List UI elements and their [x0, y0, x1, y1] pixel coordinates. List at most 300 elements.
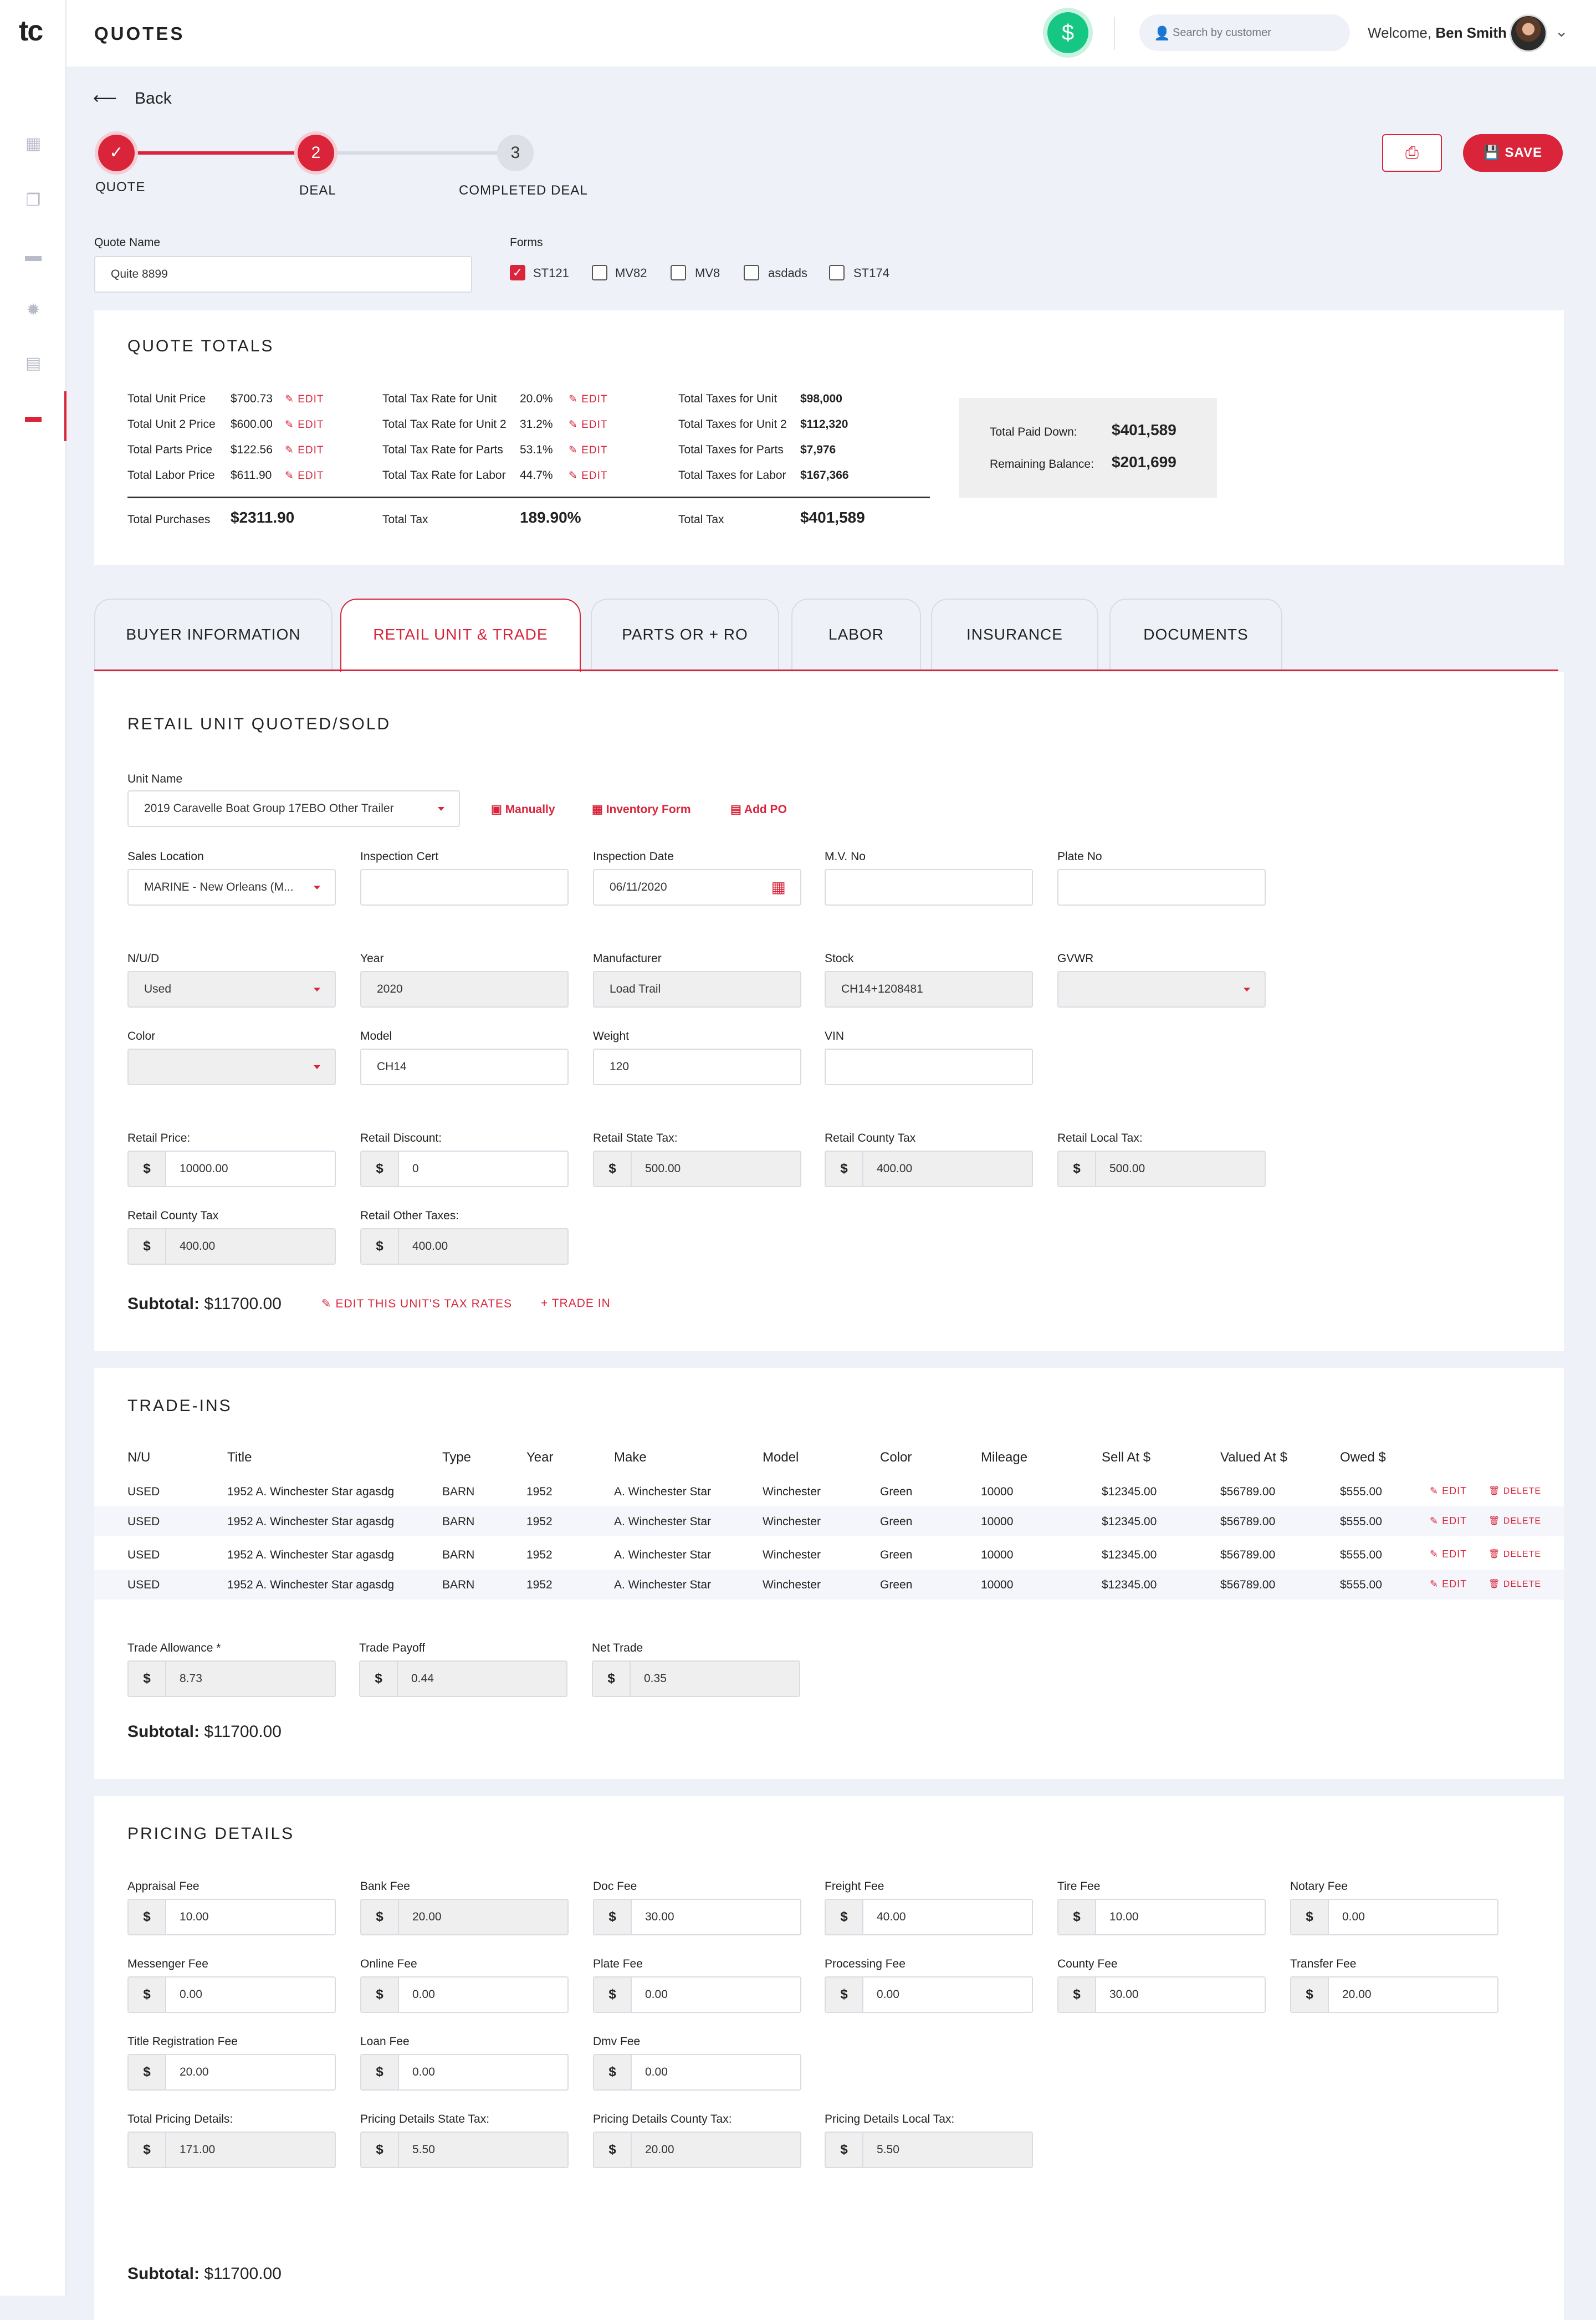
tab-labor[interactable]: LABOR: [791, 599, 921, 671]
table-cell: $555.00: [1340, 1515, 1382, 1528]
pricing-details-card: [94, 1796, 1564, 2320]
unit-name-select[interactable]: 2019 Caravelle Boat Group 17EBO Other Trailer: [127, 790, 460, 827]
retail-discount-value: 0: [412, 1162, 419, 1175]
payment-button[interactable]: [1047, 12, 1088, 53]
fee-label: Dmv Fee: [593, 2035, 641, 2048]
fee-value: 20.00: [1342, 1988, 1372, 2001]
county-tax-input[interactable]: [825, 1151, 1033, 1187]
settings-icon[interactable]: ✹: [26, 301, 40, 319]
total-tax-label: Total Tax: [678, 513, 724, 526]
table-row: [94, 1506, 1564, 1536]
totals-divider: [127, 497, 930, 498]
manually-link[interactable]: [491, 803, 555, 816]
inventory-icon[interactable]: ▬: [25, 247, 42, 265]
table-header: Owed $: [1340, 1450, 1386, 1465]
other-taxes-label: Retail Other Taxes:: [360, 1209, 459, 1222]
table-cell: USED: [127, 1549, 160, 1561]
county-tax2-value: 400.00: [180, 1240, 216, 1253]
currency-symbol: $: [129, 1662, 166, 1696]
fee-value: 10.00: [1109, 1910, 1139, 1923]
local-tax-value: 500.00: [1109, 1162, 1145, 1175]
totals-col3-value: $112,320: [800, 418, 848, 431]
fee-input[interactable]: [593, 1899, 801, 1935]
tab-parts-ro[interactable]: PARTS OR + RO: [591, 599, 779, 671]
trade-allowance-value: 8.73: [180, 1672, 202, 1685]
stepper-progress: [116, 151, 316, 155]
chevron-down-icon[interactable]: ⌄: [1555, 23, 1568, 40]
form-label-st121: ST121: [533, 266, 569, 280]
step-completed-label: COMPLETED DEAL: [459, 183, 588, 198]
nud-select[interactable]: Used: [127, 971, 336, 1008]
form-checkbox-st121[interactable]: ✓: [510, 265, 525, 280]
page-title: QUOTES: [94, 23, 185, 44]
table-row: [94, 1570, 1564, 1600]
edit-button[interactable]: [1430, 1578, 1467, 1590]
fee-label: Pricing Details Local Tax:: [825, 2113, 955, 2125]
calendar-icon: ▦: [592, 803, 603, 816]
totals-col1-value: $600.00: [231, 418, 273, 431]
divider: [1114, 17, 1115, 50]
fee-label: Pricing Details State Tax:: [360, 2113, 490, 2125]
fee-value: 0.00: [180, 1988, 202, 2001]
trade-allowance-input[interactable]: [127, 1660, 336, 1697]
fee-value: 0.00: [412, 2066, 435, 2078]
sidebar: [0, 0, 66, 2296]
form-checkbox-mv8[interactable]: [671, 265, 686, 280]
logo-text: tc: [19, 15, 43, 47]
search-box[interactable]: [1139, 14, 1350, 51]
retail-discount-label: Retail Discount:: [360, 1132, 442, 1144]
currency-symbol: $: [361, 1152, 399, 1186]
subtotal-label: Subtotal:: [127, 1295, 200, 1313]
fee-input[interactable]: [127, 1976, 336, 2013]
fee-label: Total Pricing Details:: [127, 2113, 233, 2125]
dollar-icon: $: [1061, 21, 1075, 45]
check-icon: ✓: [109, 144, 124, 162]
trash-icon: 🗑: [1488, 1486, 1503, 1496]
back-button[interactable]: [93, 89, 172, 108]
fee-input[interactable]: [1057, 1899, 1266, 1935]
vin-input[interactable]: [825, 1049, 1033, 1085]
totals-col2-value: 44.7%: [520, 469, 553, 482]
table-cell: $56789.00: [1220, 1485, 1276, 1498]
model-label: Model: [360, 1030, 392, 1043]
table-cell: Winchester: [763, 1549, 821, 1561]
arrow-left-icon: ⟵: [93, 89, 117, 108]
edit-label: EDIT: [581, 394, 608, 405]
total-purchases-value: $2311.90: [231, 509, 295, 526]
table-cell: $12345.00: [1102, 1549, 1157, 1561]
state-tax-input[interactable]: [593, 1151, 801, 1187]
weight-input[interactable]: 120: [593, 1049, 801, 1085]
gvwr-label: GVWR: [1057, 952, 1094, 965]
retail-price-value: 10000.00: [180, 1162, 228, 1175]
step-deal-label: DEAL: [299, 183, 336, 198]
chat-icon[interactable]: ▬: [25, 407, 42, 426]
table-cell: 10000: [981, 1549, 1014, 1561]
table-cell: 10000: [981, 1578, 1014, 1591]
fee-value: 5.50: [412, 2143, 435, 2156]
currency-symbol: $: [360, 1662, 398, 1696]
table-cell: $56789.00: [1220, 1578, 1276, 1591]
totals-col2-label: Total Tax Rate for Unit: [382, 392, 497, 405]
stock-input[interactable]: CH14+1208481: [825, 971, 1033, 1008]
currency-symbol: $: [1058, 1900, 1096, 1934]
edit-label: EDIT: [1442, 1549, 1467, 1560]
edit-button[interactable]: [569, 469, 607, 482]
table-cell: $555.00: [1340, 1549, 1382, 1561]
trade-subtotal: [127, 1723, 282, 1741]
county-tax2-input[interactable]: [127, 1228, 336, 1265]
trade-in-label: TRADE IN: [551, 1297, 611, 1310]
totals-col2-label: Total Tax Rate for Labor: [382, 469, 506, 482]
currency-symbol: $: [826, 1977, 863, 2012]
copy-icon[interactable]: ❐: [25, 191, 41, 209]
pencil-icon: ✎: [569, 419, 582, 431]
search-input[interactable]: [1173, 22, 1339, 43]
step-deal-number: 2: [311, 144, 321, 162]
fee-value: 20.00: [412, 1910, 442, 1923]
table-cell: A. Winchester Star: [614, 1485, 712, 1498]
model-input[interactable]: CH14: [360, 1049, 569, 1085]
inspection-cert-input[interactable]: [360, 869, 569, 906]
totals-col1-value: $700.73: [231, 392, 273, 405]
color-label: Color: [127, 1030, 156, 1043]
welcome-text: [1368, 24, 1507, 42]
table-cell: USED: [127, 1578, 160, 1591]
add-po-link[interactable]: [730, 803, 787, 816]
fee-label: Plate Fee: [593, 1958, 643, 1970]
totals-col1-label: Total Unit 2 Price: [127, 418, 216, 431]
dashboard-icon[interactable]: ▦: [25, 135, 42, 153]
currency-symbol: $: [1291, 1977, 1329, 2012]
fee-value: 20.00: [645, 2143, 674, 2156]
table-cell: BARN: [442, 1515, 475, 1528]
fee-input[interactable]: [360, 1976, 569, 2013]
delete-button[interactable]: [1488, 1515, 1541, 1526]
retail-subtotal: [127, 1295, 282, 1314]
trash-icon: 🗑: [1488, 1550, 1503, 1559]
totals-col3-label: Total Taxes for Unit: [678, 392, 777, 405]
totals-col2-value: 20.0%: [520, 392, 553, 405]
currency-symbol: $: [594, 2133, 632, 2167]
table-header: Make: [614, 1450, 647, 1465]
currency-symbol: $: [361, 1229, 399, 1264]
table-header: Model: [763, 1450, 799, 1465]
pencil-icon: ✎: [1430, 1549, 1442, 1560]
totals-col3-value: $7,976: [800, 443, 836, 456]
nud-label: N/U/D: [127, 952, 160, 965]
fee-value: 10.00: [180, 1910, 209, 1923]
table-cell: Green: [880, 1515, 913, 1528]
totals-col1-value: $122.56: [231, 443, 273, 456]
fee-label: Appraisal Fee: [127, 1880, 200, 1893]
currency-symbol: $: [826, 1900, 863, 1934]
table-cell: USED: [127, 1485, 160, 1498]
table-cell: 1952 A. Winchester Star agasdg: [227, 1549, 395, 1561]
edit-button[interactable]: [285, 444, 324, 457]
local-tax-label: Retail Local Tax:: [1057, 1132, 1143, 1144]
mv-no-input[interactable]: [825, 869, 1033, 906]
pricing-details-title: PRICING DETAILS: [127, 1825, 295, 1843]
currency-symbol: $: [594, 1900, 632, 1934]
currency-symbol: $: [361, 1900, 399, 1934]
edit-label: EDIT: [298, 444, 324, 456]
delete-button[interactable]: [1488, 1549, 1541, 1560]
fee-input[interactable]: [825, 1976, 1033, 2013]
table-cell: A. Winchester Star: [614, 1515, 712, 1528]
subtotal-value: $11700.00: [204, 1295, 282, 1313]
plate-no-input[interactable]: [1057, 869, 1266, 906]
fee-input[interactable]: [360, 2132, 569, 2168]
quote-totals-title: QUOTE TOTALS: [127, 337, 274, 355]
active-nav-indicator: [64, 391, 66, 441]
retail-price-input[interactable]: [127, 1151, 336, 1187]
quote-name-input[interactable]: Quite 8899: [94, 256, 472, 293]
fee-value: 40.00: [877, 1910, 906, 1923]
table-cell: BARN: [442, 1549, 475, 1561]
trade-ins-title: TRADE-INS: [127, 1397, 232, 1415]
pencil-icon: ✎: [285, 444, 298, 456]
delete-button[interactable]: [1488, 1578, 1541, 1590]
table-header: Mileage: [981, 1450, 1028, 1465]
save-label: SAVE: [1505, 145, 1543, 160]
balance-label: Remaining Balance:: [990, 458, 1094, 471]
fee-label: Online Fee: [360, 1958, 417, 1970]
table-cell: $56789.00: [1220, 1515, 1276, 1528]
fee-input[interactable]: [825, 2132, 1033, 2168]
welcome-label: Welcome,: [1368, 24, 1432, 41]
form-checkbox-mv82[interactable]: [592, 265, 607, 280]
totals-col1-label: Total Parts Price: [127, 443, 212, 456]
tab-underline: [94, 670, 1558, 671]
fee-label: Doc Fee: [593, 1880, 637, 1893]
fee-value: 5.50: [877, 2143, 899, 2156]
paid-down-value: $401,589: [1112, 421, 1176, 438]
fee-value: 30.00: [645, 1910, 674, 1923]
step-completed[interactable]: [497, 135, 534, 171]
edit-button[interactable]: [1430, 1485, 1467, 1497]
table-cell: 1952 A. Winchester Star agasdg: [227, 1485, 395, 1498]
fee-input[interactable]: [593, 2132, 801, 2168]
table-cell: Green: [880, 1578, 913, 1591]
total-tax-value: $401,589: [800, 509, 865, 526]
fee-label: Messenger Fee: [127, 1958, 208, 1970]
print-button[interactable]: [1382, 134, 1442, 172]
fee-input[interactable]: [360, 2054, 569, 2091]
tab-buyer-information[interactable]: BUYER INFORMATION: [94, 599, 332, 671]
fee-label: Title Registration Fee: [127, 2035, 238, 2048]
trade-in-link[interactable]: [541, 1297, 611, 1310]
form-icon: ▣: [491, 803, 502, 816]
currency-symbol: $: [361, 2133, 399, 2167]
step-deal[interactable]: [298, 135, 334, 171]
table-cell: 1952: [526, 1485, 553, 1498]
table-header: Valued At $: [1220, 1450, 1287, 1465]
currency-symbol: $: [361, 1977, 399, 2012]
quote-name-label: Quote Name: [94, 236, 161, 249]
fee-value: 0.00: [877, 1988, 899, 2001]
pencil-icon: ✎: [569, 470, 582, 482]
fee-input[interactable]: [593, 2054, 801, 2091]
add-document-icon: ▤: [730, 803, 741, 816]
pencil-icon: ✎: [321, 1297, 332, 1310]
currency-symbol: $: [129, 1977, 166, 2012]
fee-input[interactable]: [593, 1976, 801, 2013]
delete-label: DELETE: [1503, 1486, 1542, 1496]
table-cell: $555.00: [1340, 1578, 1382, 1591]
currency-symbol: $: [361, 2055, 399, 2089]
edit-button[interactable]: [1430, 1515, 1467, 1527]
edit-button[interactable]: [569, 393, 607, 406]
total-tax-rate-label: Total Tax: [382, 513, 428, 526]
table-cell: $555.00: [1340, 1485, 1382, 1498]
pencil-icon: ✎: [1430, 1578, 1442, 1590]
edit-button[interactable]: [569, 418, 607, 431]
table-header: Color: [880, 1450, 912, 1465]
edit-label: EDIT: [1442, 1578, 1467, 1590]
fee-input[interactable]: [1290, 1899, 1498, 1935]
edit-label: EDIT: [298, 470, 324, 482]
form-label-mv82: MV82: [615, 266, 647, 280]
balance-value: $201,699: [1112, 453, 1176, 471]
table-cell: 10000: [981, 1485, 1014, 1498]
form-checkbox-st174[interactable]: [829, 265, 845, 280]
table-cell: $12345.00: [1102, 1578, 1157, 1591]
fee-label: Pricing Details County Tax:: [593, 2113, 732, 2125]
table-row: [94, 1476, 1564, 1506]
edit-button[interactable]: [569, 444, 607, 457]
delete-button[interactable]: [1488, 1485, 1541, 1496]
topbar: [66, 0, 1596, 67]
trade-allowance-label: Trade Allowance *: [127, 1642, 221, 1654]
fee-label: Loan Fee: [360, 2035, 410, 2048]
trash-icon: 🗑: [1488, 1516, 1503, 1526]
totals-col2-value: 53.1%: [520, 443, 553, 456]
gvwr-select[interactable]: [1057, 971, 1266, 1008]
edit-button[interactable]: [285, 393, 324, 406]
balance-box: [959, 398, 1217, 498]
tab-insurance[interactable]: INSURANCE: [931, 599, 1098, 671]
fee-label: County Fee: [1057, 1958, 1118, 1970]
year-label: Year: [360, 952, 384, 965]
totals-col3-label: Total Taxes for Labor: [678, 469, 786, 482]
totals-col3-value: $98,000: [800, 392, 842, 405]
edit-tax-rates-link[interactable]: [321, 1297, 512, 1311]
table-cell: USED: [127, 1515, 160, 1528]
save-button[interactable]: [1463, 134, 1563, 172]
edit-button[interactable]: [285, 418, 324, 431]
stock-label: Stock: [825, 952, 854, 965]
sales-location-select[interactable]: MARINE - New Orleans (M...: [127, 869, 336, 906]
fee-input[interactable]: [1290, 1976, 1498, 2013]
table-header: Sell At $: [1102, 1450, 1151, 1465]
edit-button[interactable]: [1430, 1549, 1467, 1560]
total-purchases-label: Total Purchases: [127, 513, 211, 526]
unit-name-label: Unit Name: [127, 773, 183, 785]
form-checkbox-asdads[interactable]: [744, 265, 759, 280]
year-input[interactable]: 2020: [360, 971, 569, 1008]
retail-discount-input[interactable]: [360, 1151, 569, 1187]
totals-col1-value: $611.90: [231, 469, 272, 482]
fee-input[interactable]: [127, 2132, 336, 2168]
tab-retail-unit-trade[interactable]: RETAIL UNIT & TRADE: [340, 599, 581, 673]
currency-symbol: $: [594, 1977, 632, 2012]
forms-label: Forms: [510, 236, 543, 249]
calendar-icon[interactable]: ▦: [771, 878, 786, 896]
local-tax-input[interactable]: [1057, 1151, 1266, 1187]
tab-documents[interactable]: DOCUMENTS: [1109, 599, 1282, 671]
subtotal-label: Subtotal:: [127, 2265, 200, 2283]
totals-col2-label: Total Tax Rate for Parts: [382, 443, 503, 456]
fee-value: 30.00: [1109, 1988, 1139, 2001]
user-icon: 👤: [1154, 26, 1170, 41]
edit-label: EDIT: [581, 470, 608, 482]
color-select[interactable]: [127, 1049, 336, 1085]
edit-label: EDIT: [1442, 1515, 1467, 1526]
fee-value: 171.00: [180, 2143, 216, 2156]
edit-button[interactable]: [285, 469, 324, 482]
table-cell: 1952 A. Winchester Star agasdg: [227, 1515, 395, 1528]
table-cell: Winchester: [763, 1515, 821, 1528]
trash-icon: 🗑: [1488, 1580, 1503, 1589]
county-tax2-label: Retail County Tax: [127, 1209, 219, 1222]
form-label-asdads: asdads: [768, 266, 807, 280]
edit-tax-rates-label: EDIT THIS UNIT'S TAX RATES: [335, 1297, 513, 1310]
weight-label: Weight: [593, 1030, 629, 1043]
add-po-label: Add PO: [744, 803, 787, 816]
table-cell: Green: [880, 1549, 913, 1561]
manufacturer-input[interactable]: Load Trail: [593, 971, 801, 1008]
table-cell: 1952: [526, 1549, 553, 1561]
book-icon[interactable]: ▤: [25, 354, 42, 372]
currency-symbol: $: [594, 1152, 632, 1186]
net-trade-input[interactable]: [592, 1660, 800, 1697]
totals-col2-value: 31.2%: [520, 418, 553, 431]
step-completed-number: 3: [510, 144, 520, 162]
fee-value: 0.00: [412, 1988, 435, 2001]
other-taxes-input[interactable]: [360, 1228, 569, 1265]
fee-input[interactable]: [1057, 1976, 1266, 2013]
subtotal-value: $11700.00: [204, 1723, 282, 1741]
inventory-form-link[interactable]: [592, 803, 691, 816]
fee-input[interactable]: [360, 1899, 569, 1935]
fee-input[interactable]: [825, 1899, 1033, 1935]
inspection-date-input[interactable]: [593, 869, 801, 906]
stepper-remaining: [316, 151, 515, 155]
app-logo[interactable]: [19, 14, 42, 48]
table-header: Title: [227, 1450, 252, 1465]
table-cell: 1952 A. Winchester Star agasdg: [227, 1578, 395, 1591]
trade-payoff-input[interactable]: [359, 1660, 567, 1697]
fee-input[interactable]: [127, 1899, 336, 1935]
table-cell: 1952: [526, 1578, 553, 1591]
totals-col3-label: Total Taxes for Parts: [678, 443, 784, 456]
save-icon: 💾: [1483, 145, 1501, 160]
table-cell: A. Winchester Star: [614, 1549, 712, 1561]
totals-col1-label: Total Unit Price: [127, 392, 206, 405]
avatar[interactable]: [1510, 14, 1547, 52]
fee-input[interactable]: [127, 2054, 336, 2091]
step-quote[interactable]: [98, 135, 135, 171]
pencil-icon: ✎: [285, 470, 298, 482]
fee-value: 0.00: [645, 1988, 668, 2001]
step-quote-label: QUOTE: [95, 180, 146, 195]
table-cell: Green: [880, 1485, 913, 1498]
fee-label: Bank Fee: [360, 1880, 410, 1893]
pencil-icon: ✎: [569, 444, 582, 456]
table-cell: 10000: [981, 1515, 1014, 1528]
